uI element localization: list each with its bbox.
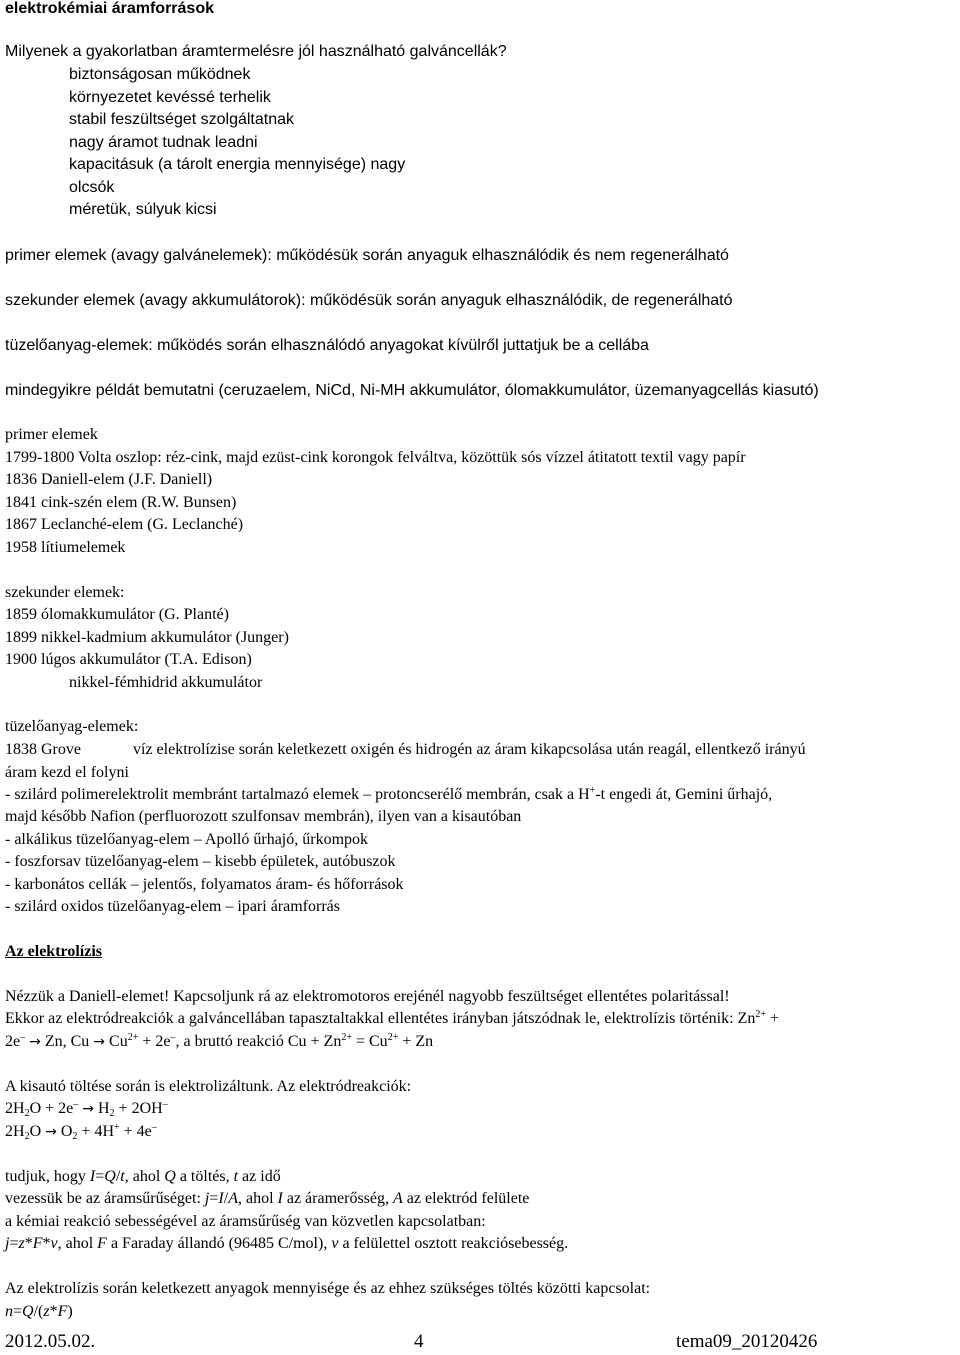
electrolysis-p4: A kisautó töltése során is elektrolizáltunk. Az elektródreakciók: bbox=[5, 1078, 412, 1095]
fuel-grove-text: víz elektrolízise során keletkezett oxigén és hidrogén az áram kikapcsolása után reagál, ellentkező irányú bbox=[133, 741, 806, 758]
fuel-item: - alkálikus tüzelőanyag-elem – Apolló űrhajó, űrkompok bbox=[5, 831, 369, 848]
szekunder-item: 1900 lúgos akkumulátor (T.A. Edison) bbox=[5, 651, 252, 668]
fuel-polymer-b: -t engedi át, Gemini űrhajó, bbox=[595, 786, 773, 803]
section-heading-electrolysis: Az elektrolízis bbox=[5, 943, 103, 960]
szekunder-heading: szekunder elemek: bbox=[5, 584, 125, 601]
reaction-1: $2H_2O + 2e^- \to H_2 + 2OH^-$ bbox=[5, 1099, 168, 1119]
primer-item: 1836 Daniell-elem (J.F. Daniell) bbox=[5, 471, 213, 488]
current-line-6: n=Q/(z*F) bbox=[5, 1303, 73, 1320]
fuel-item: - foszforsav tüzelőanyag-elem – kisebb épületek, autóbuszok bbox=[5, 853, 396, 870]
intro-item: olcsók bbox=[69, 179, 115, 196]
primer-item: 1958 lítiumelemek bbox=[5, 539, 126, 556]
fuel-item: - karbonátos cellák – jelentős, folyamatos áram- és hőforrások bbox=[5, 876, 404, 893]
electrolysis-p3: 2e– → Zn, $Cu \to Cu^{2+} + 2e^-$, a bruttó reakció $Cu + Zn^{2+} = Cu^{2+} + Zn$ bbox=[5, 1032, 434, 1050]
intro-item: kapacitásuk (a tárolt energia mennyisége) nagy bbox=[69, 156, 406, 173]
intro-item: méretük, súlyuk kicsi bbox=[69, 201, 217, 218]
intro-item: biztonságosan működnek bbox=[69, 66, 251, 83]
fuel-grove-cont: áram kezd el folyni bbox=[5, 764, 129, 781]
primer-heading: primer elemek bbox=[5, 426, 98, 443]
current-line-2: vezessük be az áramsűrűséget: j=I/A, ahol I az áramerősség, A az elektród felülete bbox=[5, 1190, 530, 1207]
reaction-2: $2H_2O \to O_2 + 4H^+ + 4e^-$ bbox=[5, 1122, 157, 1142]
intro-item: környezetet kevéssé terhelik bbox=[69, 89, 271, 106]
szekunder-item: 1859 ólomakkumulátor (G. Planté) bbox=[5, 606, 229, 623]
current-line-4: j=z*F*v, ahol F a Faraday állandó (96485 C/mol), v a felülettel osztott reakciósebesség. bbox=[5, 1235, 569, 1252]
arrow-icon: → bbox=[29, 1034, 41, 1050]
fuel-item: - szilárd oxidos tüzelőanyag-elem – ipari áramforrás bbox=[5, 898, 340, 915]
definition-fuel: tüzelőanyag-elemek: működés során elhasználódó anyagokat kívülről juttatjuk be a cellába bbox=[5, 337, 649, 354]
electrolysis-p1: Nézzük a Daniell-elemet! Kapcsoljunk rá az elektromotoros erejénél nagyobb feszültséget ellentétes polaritással! bbox=[5, 988, 730, 1005]
intro-item: nagy áramot tudnak leadni bbox=[69, 134, 258, 151]
primer-item: 1799-1800 Volta oszlop: réz-cink, majd ezüst-cink korongok felváltva, közöttük sós vízzel átitatott textil vagy papír bbox=[5, 449, 746, 466]
primer-item: 1867 Leclanché-elem (G. Leclanché) bbox=[5, 516, 244, 533]
szekunder-item: 1899 nikkel-kadmium akkumulátor (Junger) bbox=[5, 629, 289, 646]
proton-charge: + bbox=[589, 785, 596, 796]
fuel-polymer-cont: majd később Nafion (perfluorozott szulfonsav membrán), ilyen van a kisautóban bbox=[5, 808, 522, 825]
fuel-polymer bbox=[5, 783, 772, 806]
current-line-3: a kémiai reakció sebességével az áramsűrűség van közvetlen kapcsolatban: bbox=[5, 1213, 486, 1230]
current-line-1: tudjuk, hogy I=Q/t, ahol Q a töltés, t az idő bbox=[5, 1168, 281, 1185]
arrow-icon: → bbox=[82, 1101, 94, 1117]
fuel-polymer-a: - szilárd polimerelektrolit membránt tartalmazó elemek – protoncserélő membrán, csak a H bbox=[5, 786, 590, 803]
szekunder-item-indented: nikkel-fémhidrid akkumulátor bbox=[69, 674, 263, 691]
intro-question: Milyenek a gyakorlatban áramtermelésre jól használható galváncellák? bbox=[5, 43, 507, 60]
fuel-heading: tüzelőanyag-elemek: bbox=[5, 718, 139, 735]
definition-examples: mindegyikre példát bemutatni (ceruzaelem, NiCd, Ni-MH akkumulátor, ólomakkumulátor, üzemanyagcellás kiasutó) bbox=[5, 382, 819, 399]
footer-date: 2012.05.02. bbox=[5, 1331, 96, 1352]
footer-filename: tema09_20120426 bbox=[676, 1331, 818, 1352]
intro-item: stabil feszültséget szolgáltatnak bbox=[69, 111, 295, 128]
electrolysis-p2: Ekkor az elektródreakciók a galváncellában tapasztaltakkal ellentétes irányban játszódnak le, elektrolízis történik: $Zn^{2+}$ + bbox=[5, 1009, 780, 1027]
current-line-5: Az elektrolízis során keletkezett anyagok mennyisége és az ehhez szükséges töltés közötti kapcsolat: bbox=[5, 1280, 651, 1297]
arrow-icon: → bbox=[45, 1124, 57, 1140]
definition-primer: primer elemek (avagy galvánelemek): működésük során anyaguk elhasználódik és nem regenerálható bbox=[5, 247, 729, 264]
definition-szekunder: szekunder elemek (avagy akkumulátorok): működésük során anyaguk elhasználódik, de regenerálható bbox=[5, 292, 733, 309]
arrow-icon: → bbox=[93, 1034, 106, 1050]
footer-page-number: 4 bbox=[414, 1331, 424, 1352]
page-title: elektrokémiai áramforrások bbox=[5, 0, 214, 17]
primer-item: 1841 cink-szén elem (R.W. Bunsen) bbox=[5, 494, 237, 511]
fuel-grove-year: 1838 Grove bbox=[5, 741, 81, 758]
